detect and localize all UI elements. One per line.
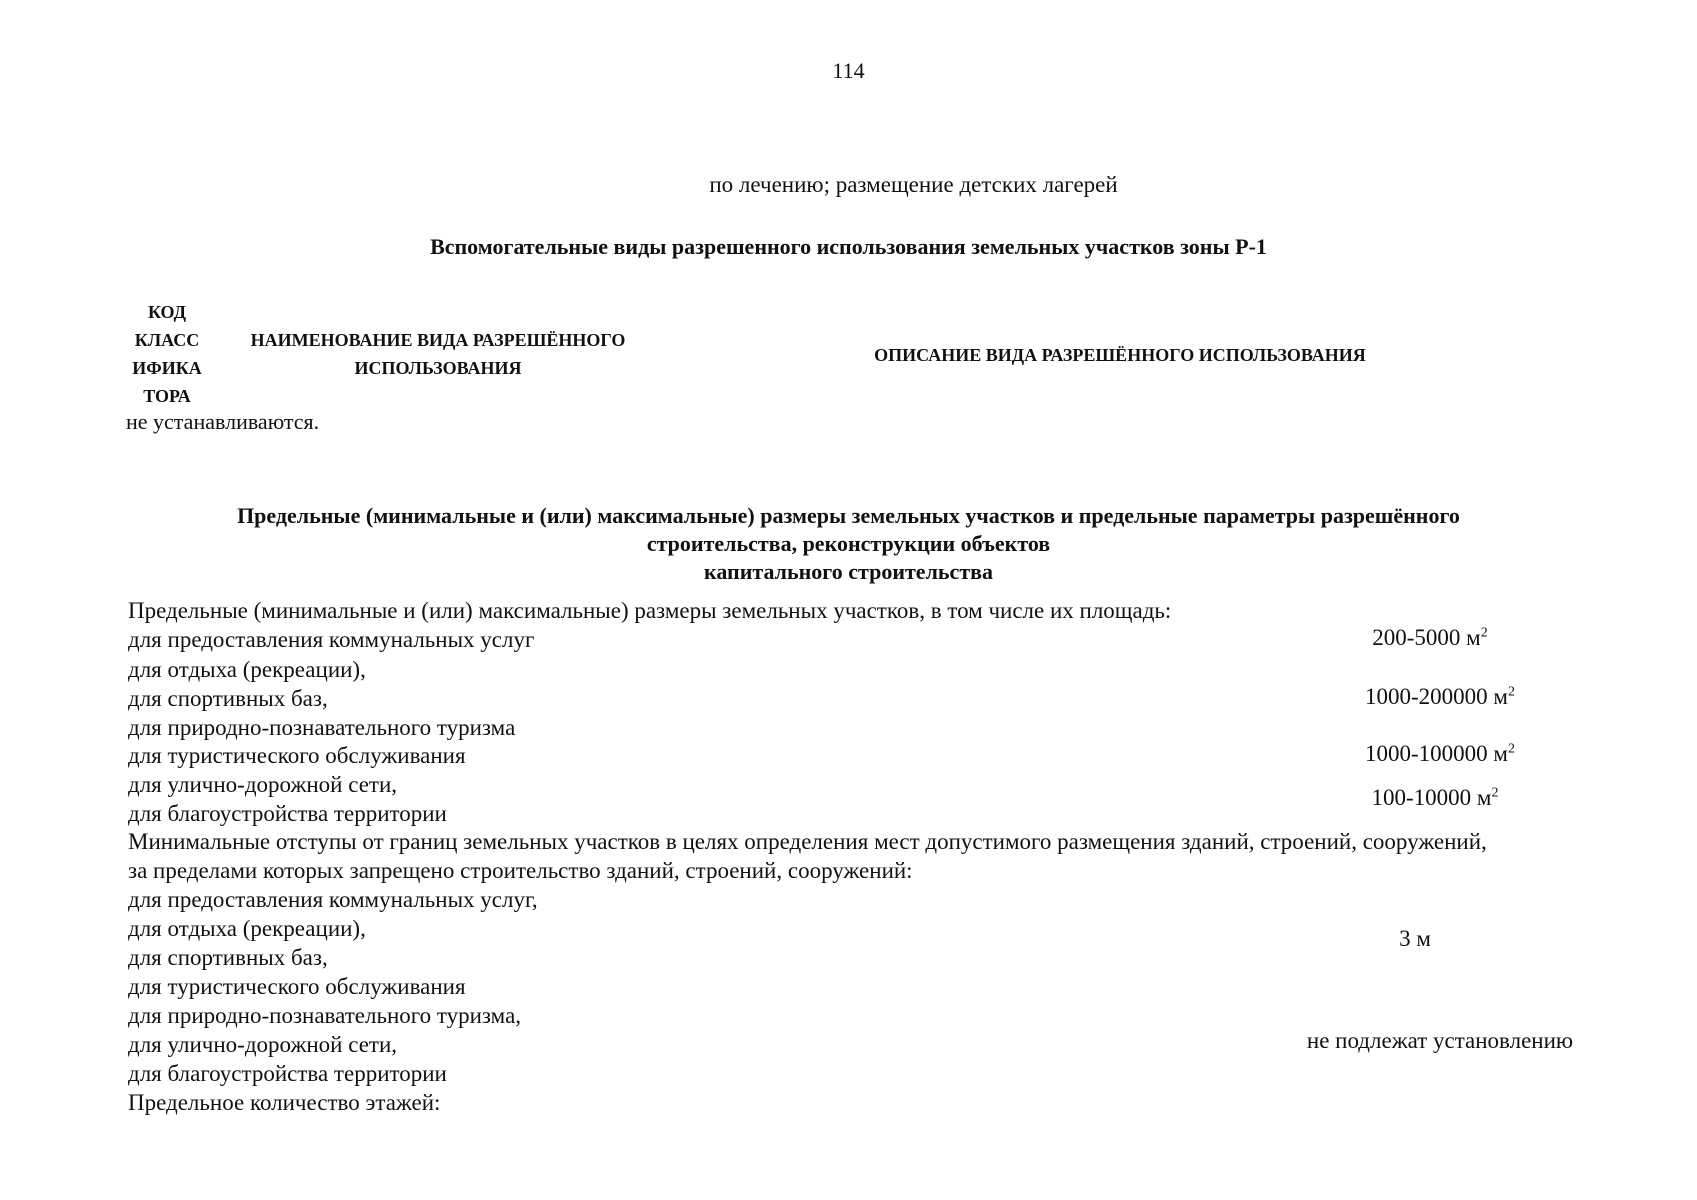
- setback-row-line: для предоставления коммунальных услуг,: [128, 887, 538, 912]
- none-established-text: не устанавливаются.: [126, 409, 320, 434]
- size-row-line: для спортивных баз,: [128, 686, 328, 711]
- setback-row-value: 3 м: [1399, 926, 1431, 951]
- size-row-label: [128, 770, 447, 828]
- header-code-line: ТОРА: [143, 386, 191, 406]
- setbacks-intro-line: Минимальные отступы от границ земельных участков в целях определения мест допустимого размещения зданий, строений, сооружений,: [128, 829, 1487, 854]
- size-value-text: 1000-200000 м: [1365, 684, 1508, 709]
- header-code-line: КЛАСС: [134, 330, 200, 350]
- header-name-line: ИСПОЛЬЗОВАНИЯ: [354, 358, 522, 378]
- page-number: 114: [832, 58, 865, 83]
- size-row-label: [128, 625, 534, 654]
- setback-row-line: для благоустройства территории: [128, 1061, 447, 1086]
- setback-row-label: [128, 1001, 521, 1088]
- setbacks-intro: [128, 827, 1487, 885]
- size-row-label: [128, 655, 515, 742]
- limits-title-line: Предельные (минимальные и (или) максимальные) размеры земельных участков и предельные параметры разрешённого: [237, 503, 1460, 528]
- size-row-value: [1285, 785, 1585, 811]
- sizes-intro: Предельные (минимальные и (или) максимальные) размеры земельных участков, в том числе их площадь:: [128, 598, 1172, 623]
- setback-row-label: [128, 885, 538, 1001]
- setback-row-line: для спортивных баз,: [128, 945, 328, 970]
- size-value-unit-power: 2: [1480, 625, 1488, 641]
- floors-label: Предельное количество этажей:: [128, 1090, 441, 1115]
- header-code-line: КОД: [147, 302, 187, 322]
- header-name: [228, 326, 648, 382]
- size-row-value: [1280, 625, 1580, 651]
- size-row-line: для благоустройства территории: [128, 801, 447, 826]
- size-row-label: [128, 741, 466, 770]
- size-row-line: для природно-познавательного туризма: [128, 715, 516, 740]
- header-code: [120, 298, 214, 410]
- size-value-text: 100-10000 м: [1371, 785, 1492, 810]
- limits-title-line: капитального строительства: [703, 559, 994, 584]
- size-row-line: для предоставления коммунальных услуг: [128, 627, 535, 652]
- limits-section-title: [0, 502, 1697, 586]
- size-row-line: для туристического обслуживания: [128, 743, 466, 768]
- size-value-unit-power: 2: [1507, 684, 1515, 700]
- setback-row-line: для туристического обслуживания: [128, 974, 466, 999]
- header-description: ОПИСАНИЕ ВИДА РАЗРЕШЁННОГО ИСПОЛЬЗОВАНИЯ: [874, 345, 1366, 365]
- setback-row-line: для улично-дорожной сети,: [128, 1032, 398, 1057]
- size-value-unit-power: 2: [1507, 741, 1515, 757]
- continued-text: по лечению; размещение детских лагерей: [709, 172, 1118, 197]
- size-row-value: [1290, 741, 1590, 767]
- size-value-text: 1000-100000 м: [1365, 741, 1508, 766]
- setback-row-line: для природно-познавательного туризма,: [128, 1003, 522, 1028]
- header-code-line: ИФИКА: [132, 358, 202, 378]
- header-name-line: НАИМЕНОВАНИЕ ВИДА РАЗРЕШЁННОГО: [250, 330, 626, 350]
- size-row-line: для отдыха (рекреации),: [128, 657, 366, 682]
- setback-row-value: не подлежат установлению: [1306, 1028, 1574, 1053]
- setback-row-line: для отдыха (рекреации),: [128, 916, 366, 941]
- size-row-value: [1290, 684, 1590, 710]
- limits-title-line: строительства, реконструкции объектов: [646, 531, 1051, 556]
- auxiliary-section-title: Вспомогательные виды разрешенного использования земельных участков зоны Р-1: [430, 234, 1267, 259]
- size-value-text: 200-5000 м: [1372, 625, 1481, 650]
- size-value-unit-power: 2: [1491, 785, 1499, 801]
- size-row-line: для улично-дорожной сети,: [128, 772, 398, 797]
- setbacks-intro-line: за пределами которых запрещено строительство зданий, строений, сооружений:: [128, 858, 913, 883]
